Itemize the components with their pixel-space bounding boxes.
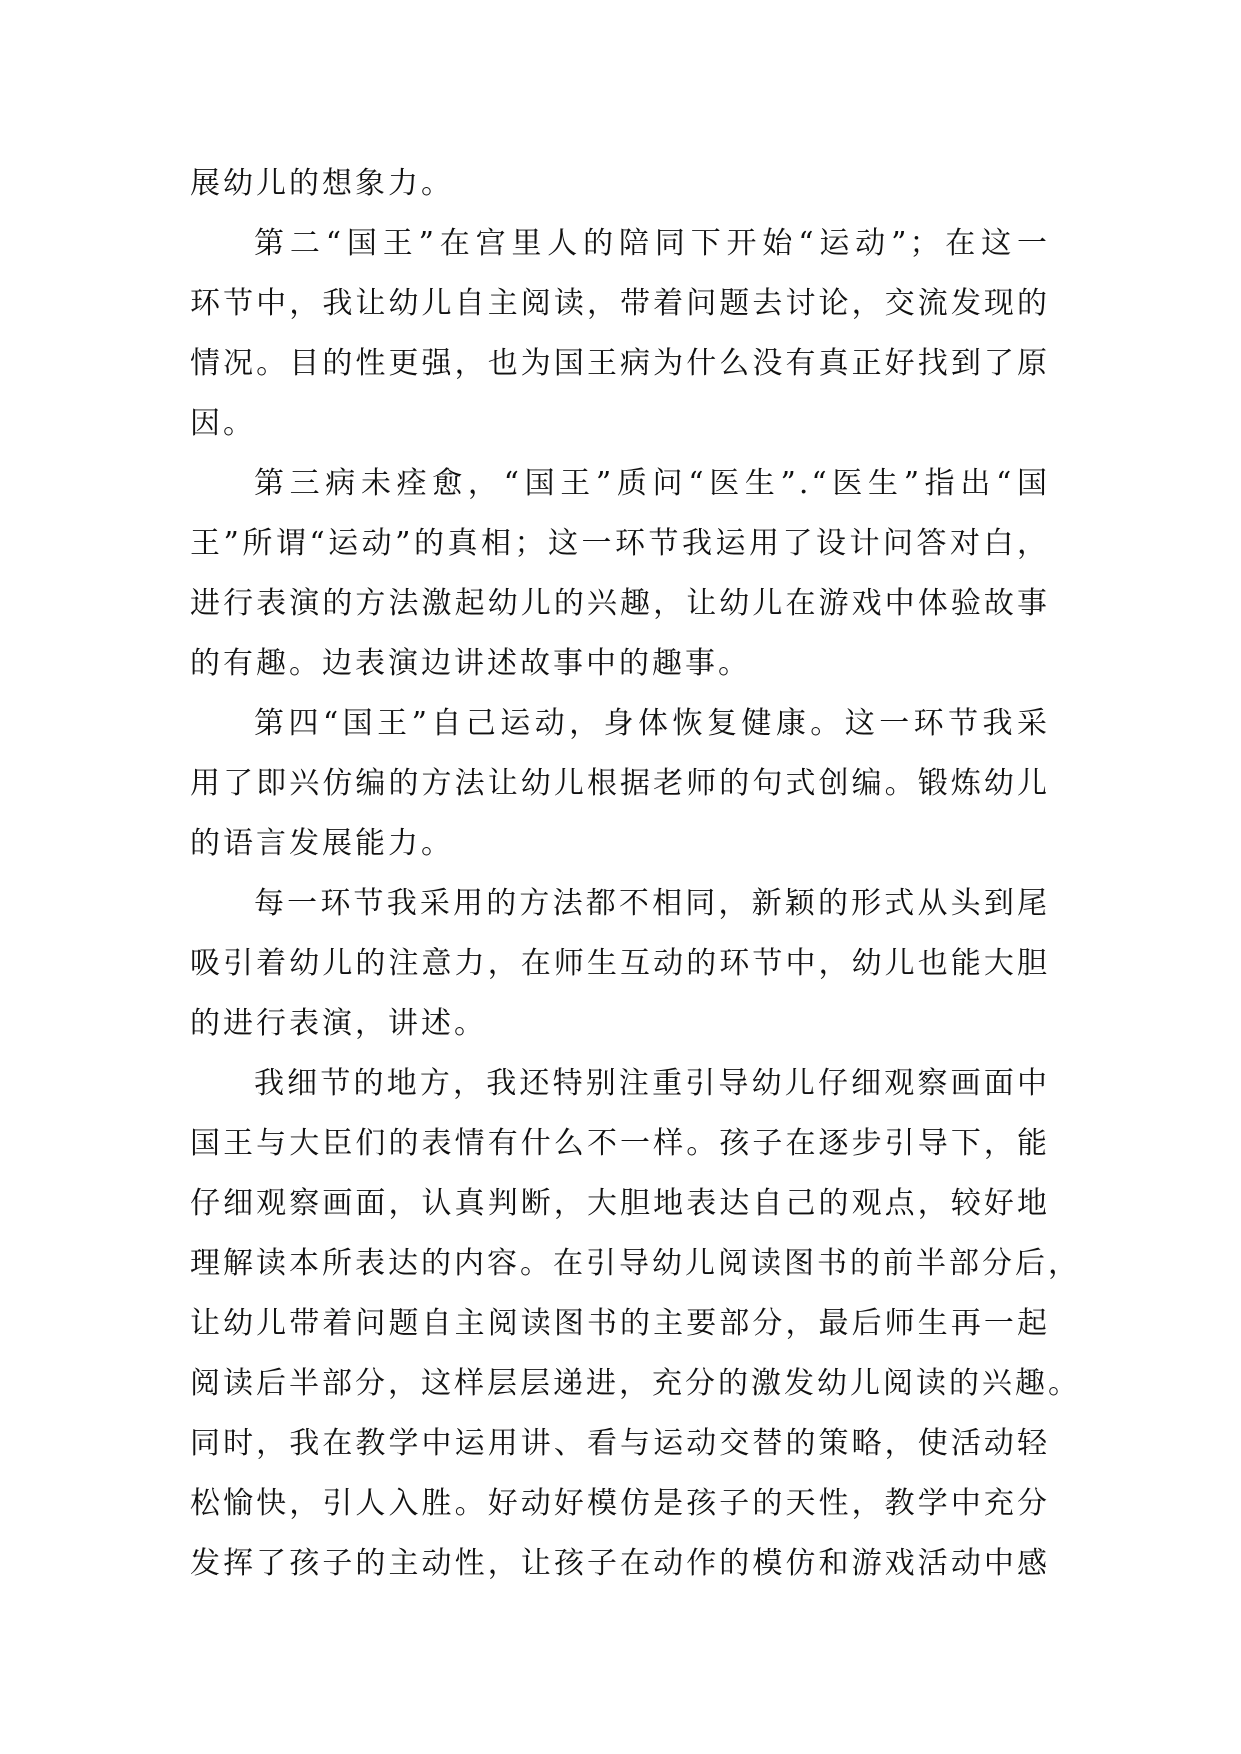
text-line: 的进行表演，讲述。 bbox=[190, 1006, 487, 1041]
text-line: 情况。目的性更强，也为国王病为什么没有真正好找到了原 bbox=[190, 346, 1050, 381]
text-line: 松愉快，引人入胜。好动好模仿是孩子的天性，教学中充分 bbox=[190, 1486, 1050, 1521]
text-line: 理解读本所表达的内容。在引导幼儿阅读图书的前半部分后， bbox=[190, 1246, 1081, 1281]
text-line: 用了即兴仿编的方法让幼儿根据老师的句式创编。锻炼幼儿 bbox=[190, 766, 1050, 801]
paragraph-first-line: 每一环节我采用的方法都不相同，新颖的形式从头到尾 bbox=[254, 886, 1050, 921]
paragraph-first-line: 第二“国王”在宫里人的陪同下开始“运动”；在这一 bbox=[254, 226, 1050, 261]
text-line: 发挥了孩子的主动性，让孩子在动作的模仿和游戏活动中感 bbox=[190, 1546, 1050, 1581]
text-line: 的语言发展能力。 bbox=[190, 826, 454, 861]
text-line: 的有趣。边表演边讲述故事中的趣事。 bbox=[190, 646, 751, 681]
text-line: 吸引着幼儿的注意力，在师生互动的环节中，幼儿也能大胆 bbox=[190, 946, 1050, 981]
text-line: 让幼儿带着问题自主阅读图书的主要部分，最后师生再一起 bbox=[190, 1306, 1050, 1341]
text-line: 展幼儿的想象力。 bbox=[190, 166, 454, 201]
text-line: 仔细观察画面，认真判断，大胆地表达自己的观点，较好地 bbox=[190, 1186, 1050, 1221]
paragraph-first-line: 第三病未痊愈，“国王”质问“医生”.“医生”指出“国 bbox=[254, 466, 1050, 501]
text-line: 国王与大臣们的表情有什么不一样。孩子在逐步引导下，能 bbox=[190, 1126, 1050, 1161]
text-line: 因。 bbox=[190, 406, 256, 441]
text-line: 进行表演的方法激起幼儿的兴趣，让幼儿在游戏中体验故事 bbox=[190, 586, 1050, 621]
text-line: 同时，我在教学中运用讲、看与运动交替的策略，使活动轻 bbox=[190, 1426, 1050, 1461]
text-line: 王”所谓“运动”的真相；这一环节我运用了设计问答对白， bbox=[190, 526, 1050, 561]
paragraph-first-line: 我细节的地方，我还特别注重引导幼儿仔细观察画面中 bbox=[254, 1066, 1050, 1101]
body-text bbox=[190, 154, 1081, 1594]
paragraph-first-line: 第四“国王”自己运动，身体恢复健康。这一环节我采 bbox=[254, 706, 1050, 741]
text-line: 环节中，我让幼儿自主阅读，带着问题去讨论，交流发现的 bbox=[190, 286, 1050, 321]
text-line: 阅读后半部分，这样层层递进，充分的激发幼儿阅读的兴趣。 bbox=[190, 1366, 1081, 1401]
